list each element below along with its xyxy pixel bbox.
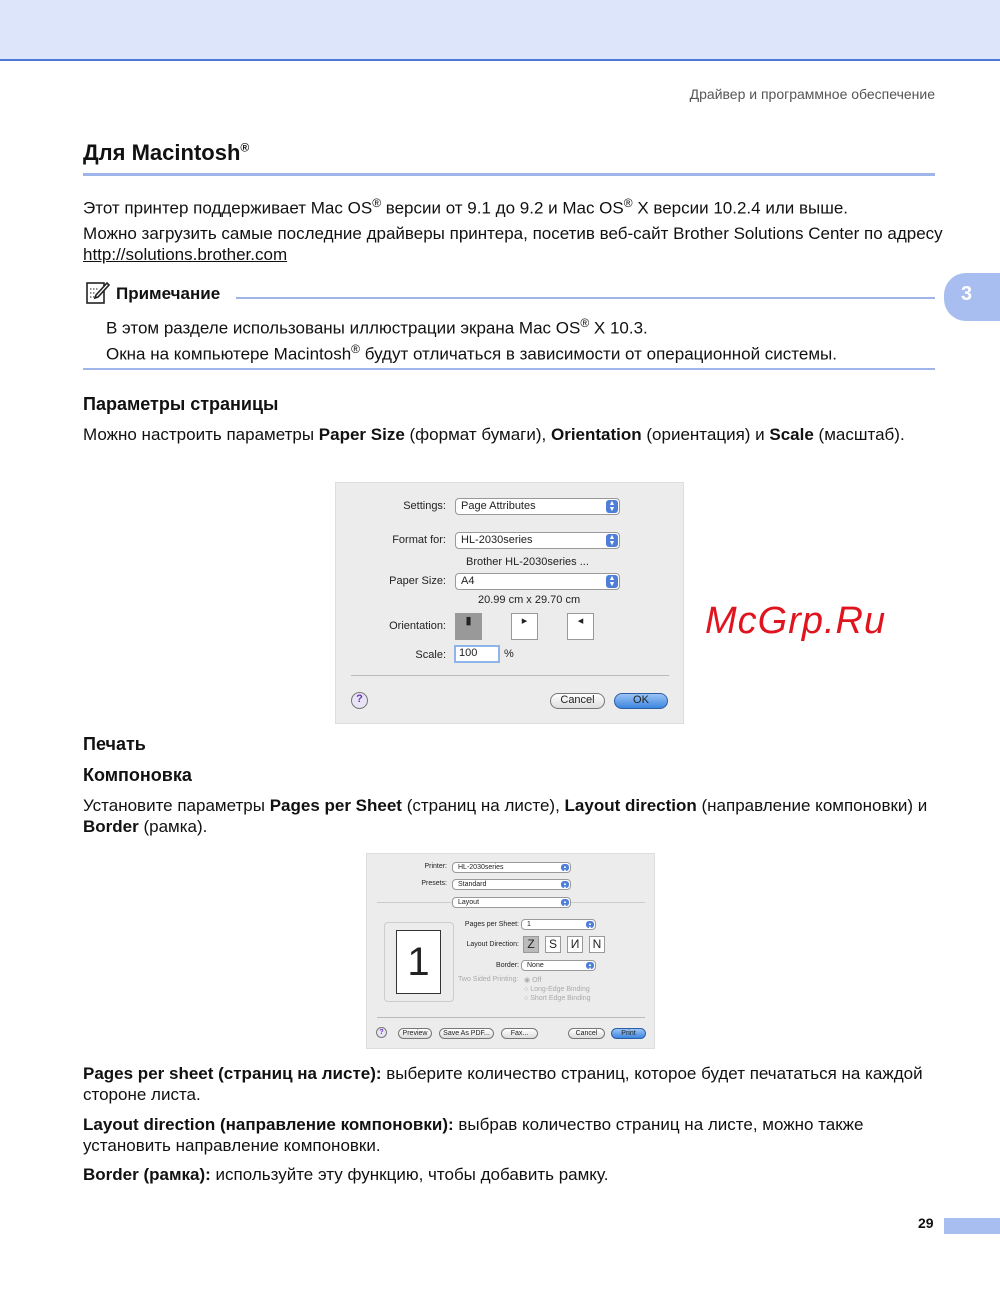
page-setup-dialog <box>335 482 684 724</box>
paper-dimensions: 20.99 cm x 29.70 cm <box>478 594 581 606</box>
orientation-landscape-button[interactable]: ▸ <box>511 613 538 640</box>
chapter-tab: 3 <box>944 273 1000 321</box>
watermark: McGrp.Ru <box>705 600 887 642</box>
help-button[interactable]: ? <box>376 1027 387 1038</box>
os-support-text: Этот принтер поддерживает Mac OS® версии от 9.1 до 9.2 и Mac OS® X версии 10.2.4 или выше. <box>83 196 849 218</box>
scale-label: Scale: <box>415 649 446 661</box>
format-description: Brother HL-2030series ... <box>466 556 589 568</box>
note-line-1: В этом разделе использованы иллюстрации экрана Mac OS® X 10.3. <box>106 316 648 338</box>
border-label: Border: <box>496 962 519 969</box>
settings-select[interactable]: Page Attributes ▲ ▼ <box>455 498 620 515</box>
presets-select[interactable]: Standard ▲ ▼ <box>452 879 571 890</box>
paper-size-select[interactable]: A4 ▲ ▼ <box>455 573 620 590</box>
divider <box>377 1017 645 1018</box>
presets-label: Presets: <box>421 880 447 887</box>
orientation-portrait-button[interactable]: ▮ <box>455 613 482 640</box>
orientation-label: Orientation: <box>389 620 446 632</box>
layout-text: Установите параметры Pages per Sheet (страниц на листе), Layout direction (направление компоновки) и Border (рамка). <box>83 796 928 836</box>
print-dialog <box>366 853 655 1049</box>
scale-input[interactable]: 100 <box>454 645 500 663</box>
settings-label: Settings: <box>403 500 446 512</box>
help-button[interactable]: ? <box>351 692 368 709</box>
format-for-select[interactable]: HL-2030series ▲ ▼ <box>455 532 620 549</box>
title-rule <box>83 173 935 176</box>
page-number-bar <box>944 1218 1000 1234</box>
format-for-label: Format for: <box>392 534 446 546</box>
solutions-link[interactable]: http://solutions.brother.com <box>83 245 288 264</box>
direction-reverse-n-button[interactable]: И <box>567 936 583 953</box>
definition-border: Border (рамка): используйте эту функцию, чтобы добавить рамку. <box>83 1165 609 1184</box>
two-sided-off-radio[interactable]: ◉ Off <box>524 977 542 984</box>
direction-z-button[interactable]: Z <box>523 936 539 953</box>
cancel-button[interactable]: Cancel <box>568 1028 605 1039</box>
preview-panel <box>384 922 454 1002</box>
download-text: Можно загрузить самые последние драйверы принтера, посетив веб-сайт Brother Solutions Center по адресу http://solutions.brother.com <box>83 224 943 264</box>
running-header: Драйвер и программное обеспечение <box>689 86 935 102</box>
pages-per-sheet-label: Pages per Sheet: <box>464 921 519 928</box>
printer-label: Printer: <box>424 863 447 870</box>
note-rule <box>236 297 935 299</box>
preview-button[interactable]: Preview <box>398 1028 432 1039</box>
layout-direction-label: Layout Direction: <box>466 941 519 948</box>
cancel-button[interactable]: Cancel <box>550 693 605 709</box>
definition-pages-per-sheet: Pages per sheet (страниц на листе): выберите количество страниц, которое будет печататься на каждой стороне листа. <box>83 1064 923 1104</box>
updown-arrow-icon: ▲ ▼ <box>606 534 618 547</box>
header-band <box>0 0 1000 61</box>
updown-arrow-icon: ▲ ▼ <box>561 899 569 906</box>
orientation-reverse-landscape-button[interactable]: ◂ <box>567 613 594 640</box>
print-button[interactable]: Print <box>611 1028 646 1039</box>
page-setup-text: Можно настроить параметры Paper Size (формат бумаги), Orientation (ориентация) и Scale (масштаб). <box>83 425 905 444</box>
fax-button[interactable]: Fax... <box>501 1028 538 1039</box>
paper-size-label: Paper Size: <box>389 575 446 587</box>
two-sided-label: Two Sided Printing: <box>458 976 519 983</box>
updown-arrow-icon: ▲ ▼ <box>586 962 594 969</box>
short-edge-radio[interactable]: ○ Short Edge Binding <box>524 995 591 1002</box>
border-select[interactable]: None ▲ ▼ <box>521 960 596 971</box>
preview-page: 1 <box>396 930 441 994</box>
pages-per-sheet-select[interactable]: 1 ▲ ▼ <box>521 919 596 930</box>
definition-layout-direction: Layout direction (направление компоновки): выбрав количество страниц на листе, можно также установить направление компоновки. <box>83 1115 864 1155</box>
updown-arrow-icon: ▲ ▼ <box>561 881 569 888</box>
updown-arrow-icon: ▲ ▼ <box>606 575 618 588</box>
updown-arrow-icon: ▲ ▼ <box>586 921 594 928</box>
direction-n-button[interactable]: N <box>589 936 605 953</box>
percent-label: % <box>504 648 514 660</box>
long-edge-radio[interactable]: ○ Long-Edge Binding <box>524 986 590 993</box>
page-number: 29 <box>918 1215 934 1231</box>
note-end-rule <box>83 368 935 370</box>
direction-s-button[interactable]: S <box>545 936 561 953</box>
printer-select[interactable]: HL-2030series ▲ ▼ <box>452 862 571 873</box>
print-heading: Печать <box>83 734 146 754</box>
panel-select[interactable]: Layout ▲ ▼ <box>452 897 571 908</box>
layout-heading: Компоновка <box>83 765 192 785</box>
updown-arrow-icon: ▲ ▼ <box>606 500 618 513</box>
page-setup-heading: Параметры страницы <box>83 394 279 414</box>
page-title: Для Macintosh® <box>83 140 250 165</box>
save-as-pdf-button[interactable]: Save As PDF... <box>439 1028 494 1039</box>
ok-button[interactable]: OK <box>614 693 668 709</box>
note-pencil-icon <box>85 279 111 305</box>
note-line-2: Окна на компьютере Macintosh® будут отличаться в зависимости от операционной системы. <box>106 342 837 364</box>
divider <box>351 675 669 676</box>
updown-arrow-icon: ▲ ▼ <box>561 864 569 871</box>
note-heading: Примечание <box>116 284 221 303</box>
